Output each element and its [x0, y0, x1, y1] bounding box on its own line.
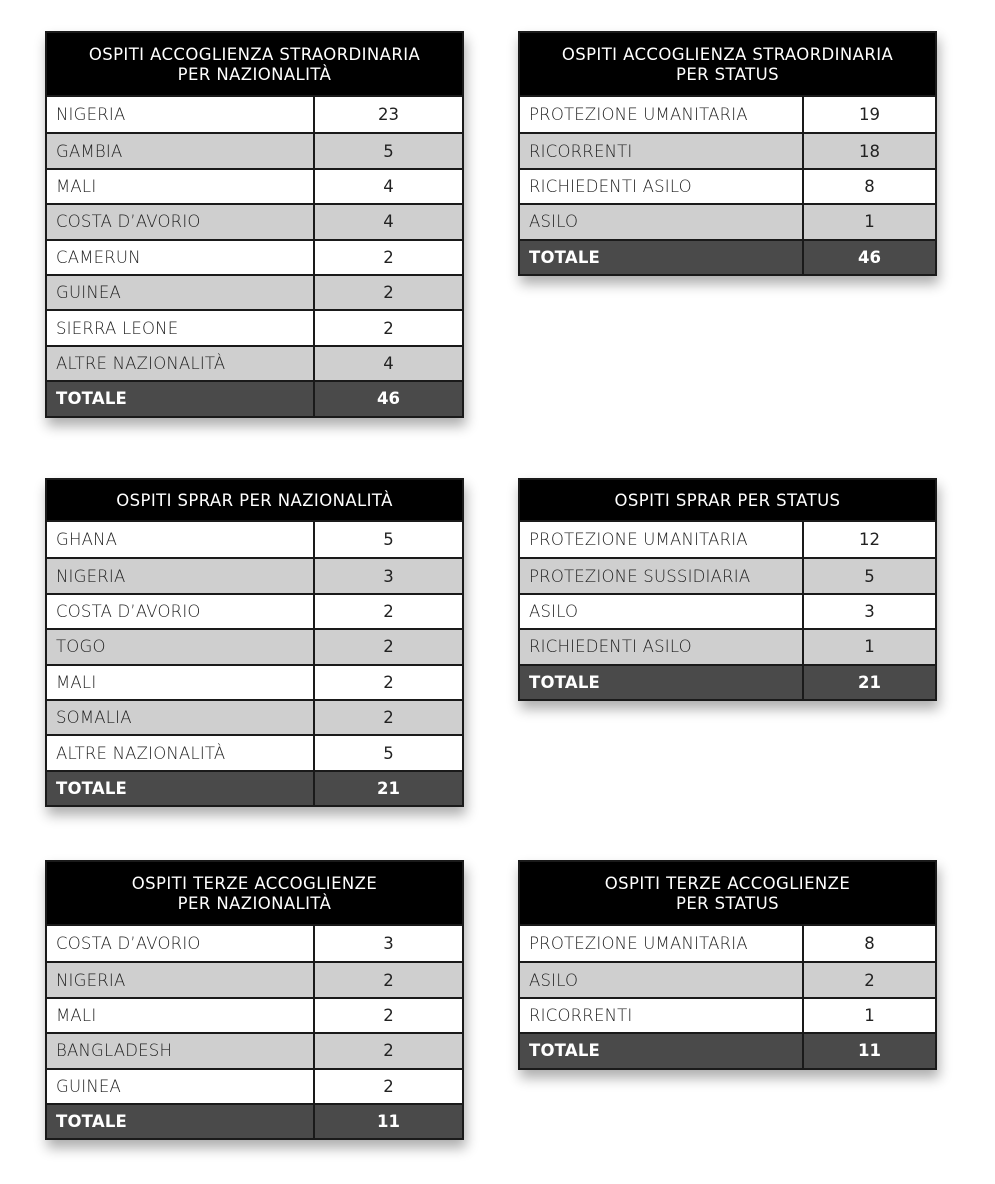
table-header: [520, 862, 935, 924]
row-label: RICHIEDENTI ASILO: [520, 170, 804, 203]
row-label: TOGO: [47, 630, 315, 663]
table-row: [47, 309, 462, 344]
total-value: 46: [858, 247, 881, 267]
table-title-line: OSPITI TERZE ACCOGLIENZE: [604, 874, 851, 893]
row-label: GUINEA: [47, 276, 315, 309]
row-value: 8: [864, 176, 875, 196]
row-label: PROTEZIONE UMANITARIA: [520, 97, 804, 132]
row-value: 3: [383, 934, 394, 954]
table-header: [520, 33, 935, 95]
table-row: [47, 345, 462, 380]
table-row: [47, 522, 462, 557]
table-body: [520, 95, 935, 274]
table-row: [520, 926, 935, 961]
table-row: [47, 1068, 462, 1103]
table-row: [520, 97, 935, 132]
row-value: 2: [383, 637, 394, 657]
row-value: 4: [383, 212, 394, 232]
row-value: 4: [383, 176, 394, 196]
row-label: ASILO: [520, 205, 804, 238]
table-row: [47, 557, 462, 592]
row-value: 19: [859, 105, 880, 125]
table-row: [47, 734, 462, 769]
table-title-line: PER NAZIONALITÀ: [177, 65, 332, 84]
table-row: [520, 997, 935, 1032]
row-label: COSTA D’AVORIO: [47, 595, 315, 628]
total-label: TOTALE: [520, 1034, 804, 1067]
row-label: GHANA: [47, 522, 315, 557]
row-label: MALI: [47, 666, 315, 699]
row-label: MALI: [47, 999, 315, 1032]
table-total-row: [520, 239, 935, 274]
row-label: ASILO: [520, 963, 804, 996]
table-title-line: PER STATUS: [675, 65, 779, 84]
table-sprar-nationality: [45, 478, 464, 807]
table-row: [47, 203, 462, 238]
table-row: [520, 593, 935, 628]
row-value: 4: [383, 353, 394, 373]
row-label: NIGERIA: [47, 963, 315, 996]
table-header: [47, 862, 462, 924]
table-body: [520, 520, 935, 699]
row-label: RICHIEDENTI ASILO: [520, 630, 804, 663]
table-row: [520, 961, 935, 996]
row-label: CAMERUN: [47, 241, 315, 274]
row-value: 2: [383, 318, 394, 338]
table-body: [47, 95, 462, 416]
row-value: 3: [383, 566, 394, 586]
table-body: [47, 924, 462, 1138]
table-title-line: PER NAZIONALITÀ: [177, 894, 332, 913]
table-row: [47, 664, 462, 699]
table-total-row: [47, 770, 462, 805]
table-body: [520, 924, 935, 1068]
row-value: 2: [864, 970, 875, 990]
table-total-row: [520, 1032, 935, 1067]
row-value: 2: [383, 247, 394, 267]
table-row: [47, 961, 462, 996]
table-total-row: [47, 380, 462, 415]
table-row: [520, 557, 935, 592]
table-header: [47, 33, 462, 95]
row-value: 8: [864, 934, 875, 954]
row-label: SIERRA LEONE: [47, 311, 315, 344]
row-value: 18: [859, 141, 880, 161]
table-title-line: OSPITI ACCOGLIENZA STRAORDINARIA: [561, 45, 894, 64]
table-row: [520, 203, 935, 238]
table-terze-nationality: [45, 860, 464, 1140]
table-row: [47, 97, 462, 132]
row-label: COSTA D’AVORIO: [47, 205, 315, 238]
table-row: [47, 997, 462, 1032]
row-value: 2: [383, 283, 394, 303]
row-label: RICORRENTI: [520, 999, 804, 1032]
table-sprar-status: [518, 478, 937, 701]
row-label: NIGERIA: [47, 97, 315, 132]
row-value: 2: [383, 601, 394, 621]
row-value: 1: [864, 637, 875, 657]
table-cas-status: [518, 31, 937, 276]
table-row: [47, 699, 462, 734]
row-value: 5: [383, 743, 394, 763]
total-value: 11: [858, 1041, 881, 1061]
table-header: [47, 480, 462, 520]
table-row: [47, 274, 462, 309]
table-row: [520, 628, 935, 663]
row-value: 3: [864, 601, 875, 621]
table-cas-nationality: [45, 31, 464, 418]
table-row: [520, 168, 935, 203]
table-row: [520, 132, 935, 167]
table-total-row: [47, 1103, 462, 1138]
total-value: 21: [377, 778, 400, 798]
table-row: [47, 593, 462, 628]
row-value: 23: [378, 105, 399, 125]
total-label: TOTALE: [520, 241, 804, 274]
row-value: 2: [383, 708, 394, 728]
total-value: 21: [858, 672, 881, 692]
table-row: [47, 239, 462, 274]
row-label: ALTRE NAZIONALITÀ: [47, 736, 315, 769]
row-value: 2: [383, 1076, 394, 1096]
row-label: GAMBIA: [47, 134, 315, 167]
table-title-line: OSPITI ACCOGLIENZA STRAORDINARIA: [88, 45, 421, 64]
row-label: MALI: [47, 170, 315, 203]
row-value: 2: [383, 1041, 394, 1061]
row-value: 2: [383, 1005, 394, 1025]
row-label: ASILO: [520, 595, 804, 628]
row-label: RICORRENTI: [520, 134, 804, 167]
table-title-line: OSPITI SPRAR PER NAZIONALITÀ: [116, 491, 393, 510]
row-label: PROTEZIONE SUSSIDIARIA: [520, 559, 804, 592]
row-value: 5: [383, 530, 394, 550]
row-label: SOMALIA: [47, 701, 315, 734]
row-label: PROTEZIONE UMANITARIA: [520, 522, 804, 557]
row-label: NIGERIA: [47, 559, 315, 592]
table-title-line: OSPITI TERZE ACCOGLIENZE: [131, 874, 378, 893]
row-value: 5: [383, 141, 394, 161]
row-label: GUINEA: [47, 1070, 315, 1103]
total-label: TOTALE: [47, 1105, 315, 1138]
table-row: [47, 132, 462, 167]
table-body: [47, 520, 462, 805]
row-label: PROTEZIONE UMANITARIA: [520, 926, 804, 961]
table-title-line: PER STATUS: [675, 894, 779, 913]
table-row: [47, 1032, 462, 1067]
table-row: [47, 628, 462, 663]
row-value: 1: [864, 1005, 875, 1025]
total-label: TOTALE: [47, 772, 315, 805]
table-title-line: OSPITI SPRAR PER STATUS: [614, 491, 841, 510]
total-value: 11: [377, 1112, 400, 1132]
row-label: COSTA D’AVORIO: [47, 926, 315, 961]
row-value: 5: [864, 566, 875, 586]
total-label: TOTALE: [47, 382, 315, 415]
table-total-row: [520, 664, 935, 699]
row-value: 12: [859, 530, 880, 550]
row-label: BANGLADESH: [47, 1034, 315, 1067]
table-header: [520, 480, 935, 520]
row-value: 2: [383, 970, 394, 990]
row-label: ALTRE NAZIONALITÀ: [47, 347, 315, 380]
table-row: [47, 168, 462, 203]
row-value: 2: [383, 672, 394, 692]
row-value: 1: [864, 212, 875, 232]
total-label: TOTALE: [520, 666, 804, 699]
total-value: 46: [377, 389, 400, 409]
table-terze-status: [518, 860, 937, 1070]
table-row: [47, 926, 462, 961]
table-row: [520, 522, 935, 557]
